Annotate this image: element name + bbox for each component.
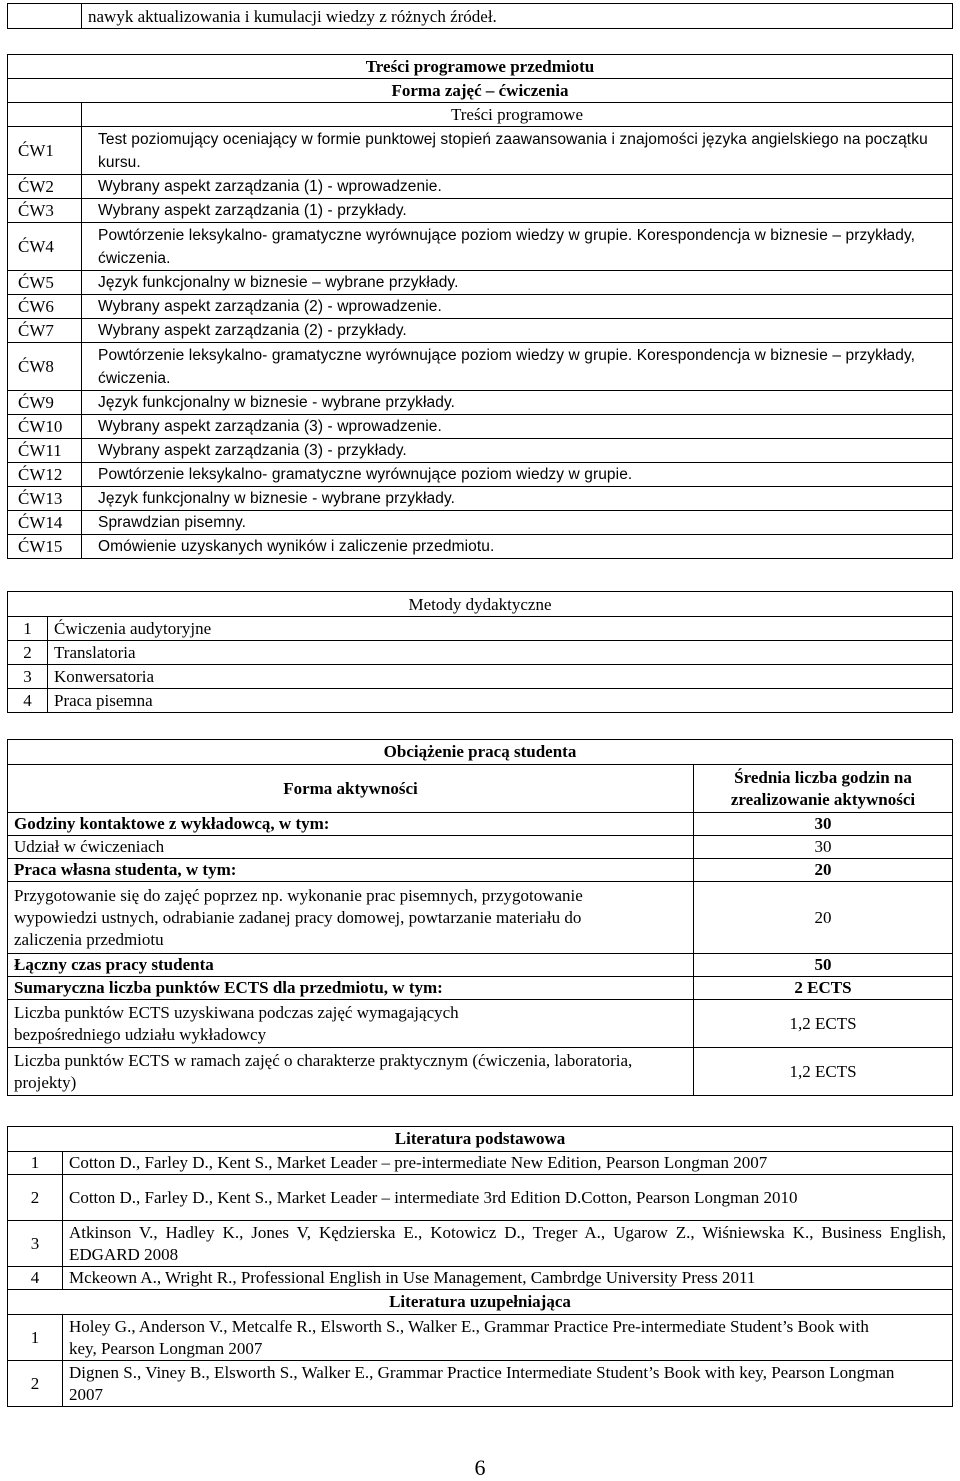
- workload-value: 20: [694, 859, 953, 882]
- workload-col1-header: Forma aktywności: [8, 765, 694, 813]
- program-code: ĆW1: [8, 127, 82, 175]
- workload-label: Godziny kontaktowe z wykładowcą, w tym:: [8, 813, 694, 836]
- table-row: [8, 463, 953, 487]
- table-row: [8, 882, 953, 954]
- literature-num: 1: [8, 1315, 63, 1361]
- empty-cell: [8, 4, 82, 29]
- program-text: Język funkcjonalny w biznesie – wybrane przykłady.: [82, 271, 953, 295]
- table-row: [8, 977, 953, 1000]
- workload-label: Liczba punktów ECTS w ramach zajęć o charakterze praktycznym (ćwiczenia, laboratoria, projekty): [8, 1048, 694, 1096]
- workload-value: 1,2 ECTS: [694, 1048, 953, 1096]
- workload-label: Praca własna studenta, w tym:: [8, 859, 694, 882]
- program-text: Omówienie uzyskanych wyników i zaliczenie przedmiotu.: [82, 535, 953, 559]
- table-row: [8, 175, 953, 199]
- continuation-text: nawyk aktualizowania i kumulacji wiedzy z różnych źródeł.: [82, 4, 953, 29]
- workload-label: Liczba punktów ECTS uzyskiwana podczas zajęć wymagających bezpośredniego udziału wykładowcy: [8, 1000, 694, 1048]
- program-text: Powtórzenie leksykalno- gramatyczne wyrównujące poziom wiedzy w grupie. Korespondencja w biznesie – przykłady, ćwiczenia.: [82, 343, 953, 391]
- literature-text: Mckeown A., Wright R., Professional English in Use Management, Cambrdge University Press 2011: [63, 1267, 953, 1290]
- method-num: 1: [8, 617, 48, 641]
- program-code: ĆW12: [8, 463, 82, 487]
- program-code: ĆW9: [8, 391, 82, 415]
- top-continuation-table: [7, 3, 953, 29]
- method-text: Translatoria: [48, 641, 953, 665]
- table-row: [8, 1152, 953, 1175]
- program-text: Wybrany aspekt zarządzania (1) - wprowadzenie.: [82, 175, 953, 199]
- program-text: Wybrany aspekt zarządzania (1) - przykłady.: [82, 199, 953, 223]
- table-row: [8, 1127, 953, 1152]
- workload-value: 50: [694, 954, 953, 977]
- table-row: [8, 223, 953, 271]
- literature-num: 2: [8, 1361, 63, 1407]
- page-number: 6: [474, 1455, 486, 1480]
- table-row: [8, 592, 953, 617]
- table-row: [8, 271, 953, 295]
- program-text: Test poziomujący oceniający w formie punktowej stopień zaawansowania i znajomości języka angielskiego na początku kursu.: [82, 127, 953, 175]
- table-row: [8, 391, 953, 415]
- literature-table: [7, 1126, 953, 1407]
- table-row: [8, 765, 953, 813]
- workload-value: 20: [694, 882, 953, 954]
- table-row: [8, 199, 953, 223]
- program-code: ĆW11: [8, 439, 82, 463]
- program-code: ĆW14: [8, 511, 82, 535]
- table-row: [8, 4, 953, 29]
- program-code: ĆW5: [8, 271, 82, 295]
- table-row: [8, 1175, 953, 1221]
- table-row: [8, 1315, 953, 1361]
- literature-num: 4: [8, 1267, 63, 1290]
- literature-text: Dignen S., Viney B., Elsworth S., Walker E., Grammar Practice Intermediate Student’s Book with key, Pearson Longman 2007: [63, 1361, 953, 1407]
- table-row: [8, 439, 953, 463]
- table-row: [8, 740, 953, 765]
- program-contents-table: [7, 54, 953, 559]
- program-text: Język funkcjonalny w biznesie - wybrane przykłady.: [82, 391, 953, 415]
- literature-extra-title: Literatura uzupełniająca: [8, 1290, 953, 1315]
- table-row: [8, 103, 953, 127]
- program-title: Treści programowe przedmiotu: [8, 55, 953, 79]
- table-row: [8, 487, 953, 511]
- table-row: [8, 295, 953, 319]
- workload-col2-header: Średnia liczba godzin na zrealizowanie aktywności: [694, 765, 953, 813]
- table-row: [8, 79, 953, 103]
- literature-text: Cotton D., Farley D., Kent S., Market Leader – pre-intermediate New Edition, Pearson Longman 2007: [63, 1152, 953, 1175]
- table-row: [8, 319, 953, 343]
- program-code: ĆW4: [8, 223, 82, 271]
- table-row: [8, 55, 953, 79]
- program-text: Wybrany aspekt zarządzania (3) - przykłady.: [82, 439, 953, 463]
- method-num: 2: [8, 641, 48, 665]
- program-code: ĆW7: [8, 319, 82, 343]
- literature-text: Holey G., Anderson V., Metcalfe R., Elsworth S., Walker E., Grammar Practice Pre-intermediate Student’s Book with key, Pearson Longman 2007: [63, 1315, 953, 1361]
- workload-table: [7, 739, 953, 1096]
- literature-num: 2: [8, 1175, 63, 1221]
- program-text: Sprawdzian pisemny.: [82, 511, 953, 535]
- method-num: 4: [8, 689, 48, 713]
- program-code: ĆW3: [8, 199, 82, 223]
- literature-num: 3: [8, 1221, 63, 1267]
- program-text: Język funkcjonalny w biznesie - wybrane przykłady.: [82, 487, 953, 511]
- program-code: ĆW15: [8, 535, 82, 559]
- literature-basic-title: Literatura podstawowa: [8, 1127, 953, 1152]
- literature-num: 1: [8, 1152, 63, 1175]
- literature-text: Cotton D., Farley D., Kent S., Market Leader – intermediate 3rd Edition D.Cotton, Pearson Longman 2010: [63, 1175, 953, 1221]
- workload-label: Sumaryczna liczba punktów ECTS dla przedmiotu, w tym:: [8, 977, 694, 1000]
- workload-label: Przygotowanie się do zajęć poprzez np. wykonanie prac pisemnych, przygotowanie wypowiedzi ustnych, odrabianie zadanej pracy domowej, powtarzanie materiału do zaliczenia przedmiotu: [8, 882, 694, 954]
- program-text: Wybrany aspekt zarządzania (3) - wprowadzenie.: [82, 415, 953, 439]
- table-row: [8, 511, 953, 535]
- program-code: ĆW10: [8, 415, 82, 439]
- table-row: [8, 343, 953, 391]
- table-row: [8, 415, 953, 439]
- literature-text: Atkinson V., Hadley K., Jones V, Kędzierska E., Kotowicz D., Treger A., Ugarow Z., Wiśniewska K., Business English, EDGARD 2008: [63, 1221, 953, 1267]
- table-row: [8, 641, 953, 665]
- methods-table: [7, 591, 953, 713]
- table-row: [8, 1267, 953, 1290]
- table-row: [8, 689, 953, 713]
- workload-title: Obciążenie pracą studenta: [8, 740, 953, 765]
- workload-label: Udział w ćwiczeniach: [8, 836, 694, 859]
- program-code: ĆW13: [8, 487, 82, 511]
- table-row: [8, 617, 953, 641]
- program-code: ĆW6: [8, 295, 82, 319]
- program-text: Wybrany aspekt zarządzania (2) - wprowadzenie.: [82, 295, 953, 319]
- table-row: [8, 954, 953, 977]
- table-row: [8, 127, 953, 175]
- methods-title: Metody dydaktyczne: [8, 592, 953, 617]
- table-row: [8, 1221, 953, 1267]
- method-text: Ćwiczenia audytoryjne: [48, 617, 953, 641]
- program-code: ĆW8: [8, 343, 82, 391]
- table-row: [8, 535, 953, 559]
- program-text: Wybrany aspekt zarządzania (2) - przykłady.: [82, 319, 953, 343]
- method-text: Konwersatoria: [48, 665, 953, 689]
- table-row: [8, 1290, 953, 1315]
- program-text: Powtórzenie leksykalno- gramatyczne wyrównujące poziom wiedzy w grupie.: [82, 463, 953, 487]
- table-row: [8, 1000, 953, 1048]
- table-row: [8, 1361, 953, 1407]
- program-code: ĆW2: [8, 175, 82, 199]
- table-row: [8, 836, 953, 859]
- program-text: Powtórzenie leksykalno- gramatyczne wyrównujące poziom wiedzy w grupie. Korespondencja w biznesie – przykłady, ćwiczenia.: [82, 223, 953, 271]
- program-subheader: Treści programowe: [82, 103, 953, 127]
- table-row: [8, 859, 953, 882]
- workload-label: Łączny czas pracy studenta: [8, 954, 694, 977]
- table-row: [8, 665, 953, 689]
- workload-value: 1,2 ECTS: [694, 1000, 953, 1048]
- table-row: [8, 1048, 953, 1096]
- table-row: [8, 813, 953, 836]
- empty-cell: [8, 103, 82, 127]
- workload-value: 2 ECTS: [694, 977, 953, 1000]
- method-text: Praca pisemna: [48, 689, 953, 713]
- program-form: Forma zajęć – ćwiczenia: [8, 79, 953, 103]
- workload-value: 30: [694, 813, 953, 836]
- workload-value: 30: [694, 836, 953, 859]
- method-num: 3: [8, 665, 48, 689]
